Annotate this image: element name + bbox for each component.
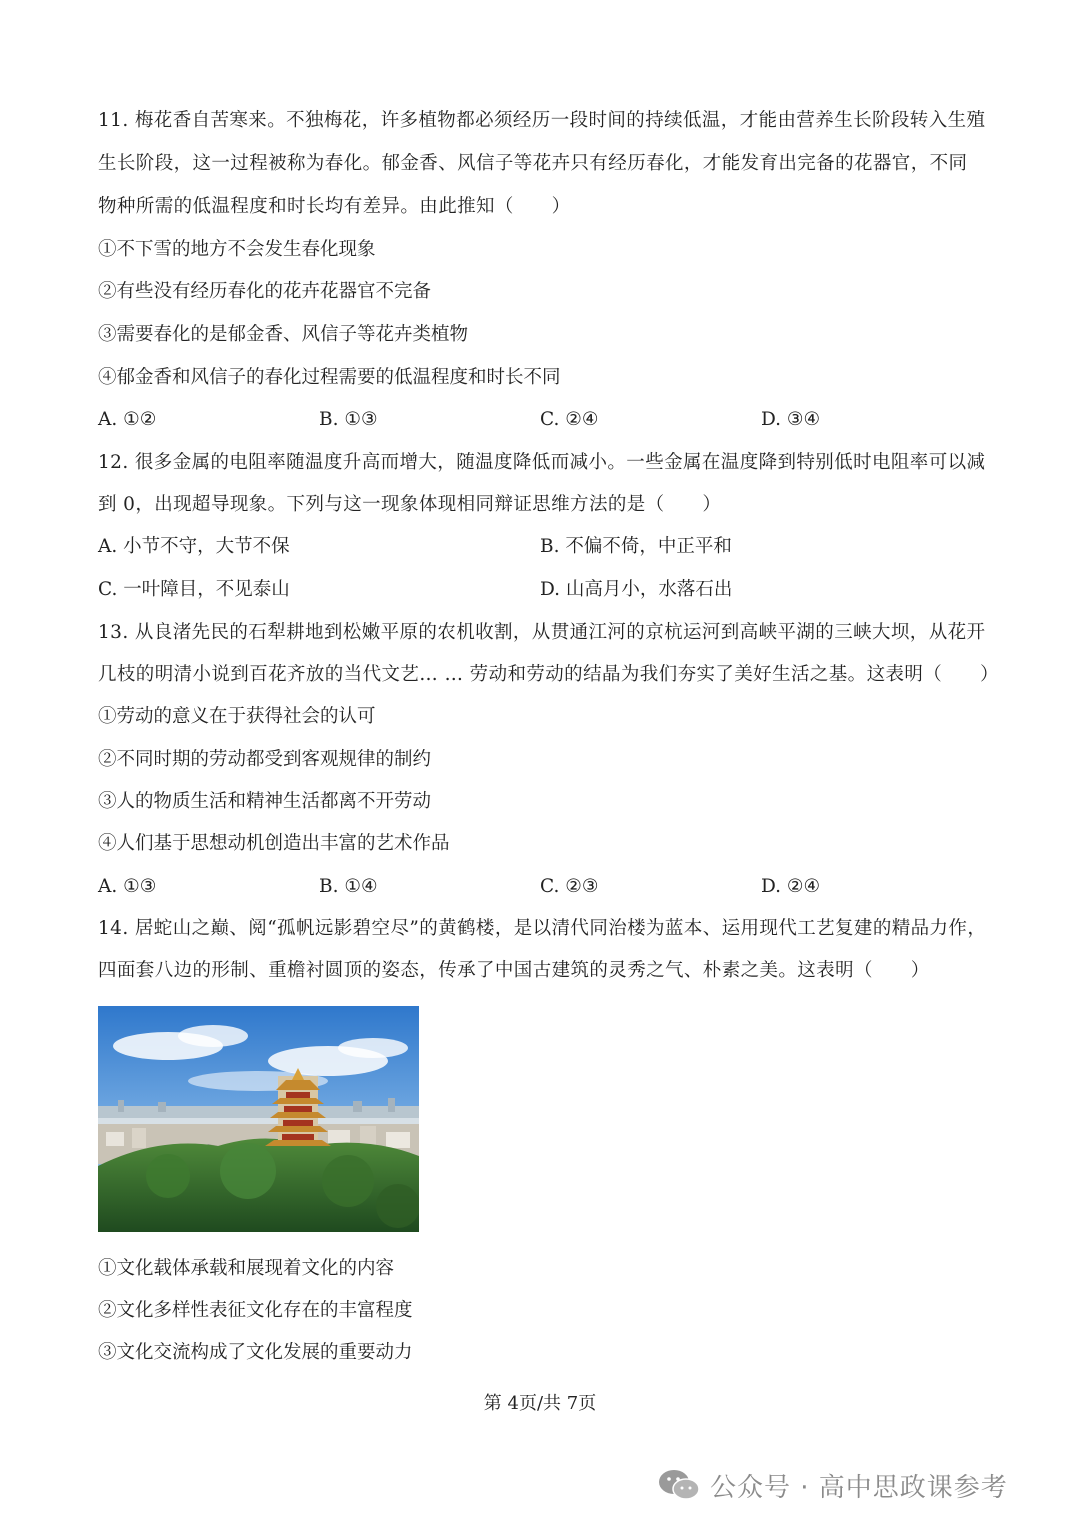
q11-statement-4: ④郁金香和风信子的春化过程需要的低温程度和时长不同 — [98, 367, 561, 388]
q11-stem-line-1: 11. 梅花香自苦寒来。不独梅花，许多植物都必须经历一段时间的持续低温，才能由营养生长阶段转入生殖 — [98, 110, 986, 131]
q12-options-row-2 — [98, 576, 982, 604]
page-number: 第 4页/共 7页 — [483, 1393, 597, 1414]
q14-stem-line-2: 四面套八边的形制、重檐衬圆顶的姿态，传承了中国古建筑的灵秀之气、朴素之美。这表明（ ） — [98, 960, 930, 981]
q12-stem-line-1: 12. 很多金属的电阻率随温度升高而增大，随温度降低而减小。一些金属在温度降到特别低时电阻率可以减 — [98, 452, 986, 473]
q14-statement-1: ①文化载体承载和展现着文化的内容 — [98, 1258, 395, 1279]
q13-option-c[interactable]: C. ②③ — [540, 876, 599, 897]
q13-statement-4: ④人们基于思想动机创造出丰富的艺术作品 — [98, 833, 450, 854]
q11-option-c[interactable]: C. ②④ — [540, 409, 599, 430]
wechat-icon — [656, 1467, 702, 1503]
q11-statement-2: ②有些没有经历春化的花卉花器官不完备 — [98, 281, 432, 302]
q13-option-b[interactable]: B. ①④ — [319, 876, 378, 897]
q14-stem-line-1: 14. 居蛇山之巅、阅“孤帆远影碧空尽”的黄鹤楼，是以清代同治楼为蓝本、运用现代工艺复建的精品力作， — [98, 918, 987, 939]
q13-stem-line-2: 几枝的明清小说到百花齐放的当代文艺… … 劳动和劳动的结晶为我们夯实了美好生活之基。这表明（ ） — [98, 664, 999, 685]
q11-statement-3: ③需要春化的是郁金香、风信子等花卉类植物 — [98, 324, 469, 345]
q13-stem-line-1: 13. 从良渚先民的石犁耕地到松嫩平原的农机收割，从贯通江河的京杭运河到高峡平湖的三峡大坝，从花开 — [98, 622, 986, 643]
q11-stem-line-2: 生长阶段，这一过程被称为春化。郁金香、风信子等花卉只有经历春化，才能发育出完备的花器官，不同 — [98, 153, 968, 174]
q12-option-c[interactable]: C. 一叶障目，不见泰山 — [98, 579, 290, 600]
q14-statement-3: ③文化交流构成了文化发展的重要动力 — [98, 1342, 413, 1363]
q11-option-a[interactable]: A. ①② — [98, 409, 157, 430]
q11-option-b[interactable]: B. ①③ — [319, 409, 378, 430]
q11-stem-line-3: 物种所需的低温程度和时长均有差异。由此推知（ ） — [98, 196, 571, 217]
q14-statement-2: ②文化多样性表征文化存在的丰富程度 — [98, 1300, 413, 1321]
q12-stem-line-2: 到 0，出现超导现象。下列与这一现象体现相同辩证思维方法的是（ ） — [98, 494, 722, 515]
q12-option-d[interactable]: D. 山高月小，水落石出 — [540, 579, 733, 600]
q13-options — [98, 873, 982, 901]
q12-option-b[interactable]: B. 不偏不倚，中正平和 — [540, 536, 732, 557]
q13-statement-1: ①劳动的意义在于获得社会的认可 — [98, 706, 376, 727]
yellow-crane-tower-photo — [98, 1006, 419, 1232]
q12-option-a[interactable]: A. 小节不守，大节不保 — [98, 536, 290, 557]
watermark-text: 公众号 · 高中思政课参考 — [710, 1472, 1008, 1503]
q11-options — [98, 406, 982, 434]
q11-statement-1: ①不下雪的地方不会发生春化现象 — [98, 239, 376, 260]
q13-option-a[interactable]: A. ①③ — [98, 876, 157, 897]
q13-option-d[interactable]: D. ②④ — [761, 876, 821, 897]
q13-statement-3: ③人的物质生活和精神生活都离不开劳动 — [98, 791, 432, 812]
q13-statement-2: ②不同时期的劳动都受到客观规律的制约 — [98, 749, 432, 770]
q11-option-d[interactable]: D. ③④ — [761, 409, 821, 430]
q12-options-row-1 — [98, 533, 982, 561]
watermark — [656, 1465, 1008, 1505]
